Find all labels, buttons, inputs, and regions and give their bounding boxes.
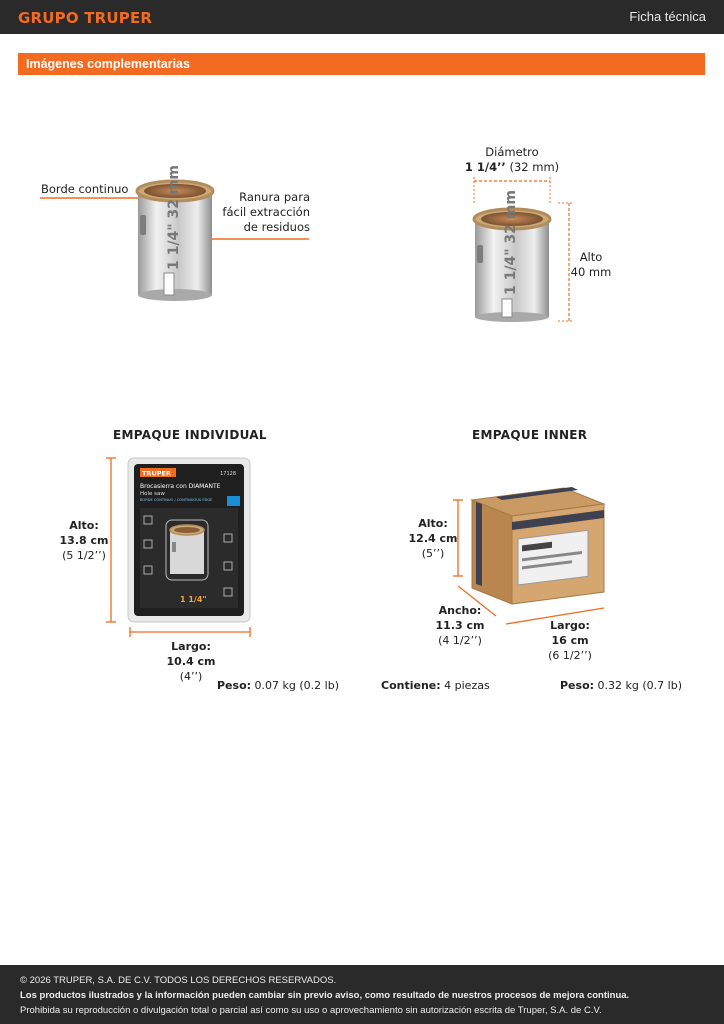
footer-notice: Los productos ilustrados y la información pueden cambiar sin previo aviso, como resultado de nuestros procesos de mejora continua. (20, 990, 630, 1001)
inner-alto-label: Alto: (418, 517, 448, 530)
individual-largo (160, 639, 222, 684)
inner-largo-label: Largo: (550, 619, 590, 632)
inner-contents (381, 678, 490, 693)
inner-ancho-label: Ancho: (438, 604, 482, 617)
footer-copyright: © 2026 TRUPER, S.A. DE C.V. TODOS LOS DERECHOS RESERVADOS. (20, 975, 337, 986)
individual-package-title: EMPAQUE INDIVIDUAL (113, 428, 267, 442)
height-title: Alto (579, 250, 603, 264)
inner-weight (560, 678, 682, 693)
section-title: Imágenes complementarias (26, 57, 190, 71)
footer (0, 965, 724, 1024)
inner-ancho (434, 603, 486, 648)
individual-package-image (104, 456, 256, 638)
card-size: 1 1/4" (180, 595, 207, 604)
diameter-label (462, 145, 562, 175)
inner-weight-label: Peso: (560, 679, 595, 692)
engraving-text-2: 1 1/4" 32 mm (503, 190, 519, 295)
inner-largo-in: (6 1/2’’) (548, 649, 592, 662)
inner-alto-in: (5’’) (421, 547, 445, 560)
individual-largo-label: Largo: (171, 640, 211, 653)
callout-continuous-edge: Borde continuo (41, 182, 129, 196)
inner-weight-value: 0.32 kg (0.7 lb) (597, 679, 682, 692)
inner-largo-cm: 16 cm (551, 634, 589, 647)
individual-largo-in: (4’’) (179, 670, 203, 683)
callout-slot (200, 190, 310, 235)
inner-package-title: EMPAQUE INNER (472, 428, 588, 442)
footer-rights: Prohibida su reproducción o divulgación total o parcial así como su uso o aprovechamiento sin autorización escrita de Truper, S.A. de C.V. (20, 1005, 602, 1016)
individual-weight-value: 0.07 kg (0.2 lb) (254, 679, 339, 692)
individual-weight (217, 678, 339, 693)
document-type: Ficha técnica (629, 9, 706, 24)
inner-alto-cm: 12.4 cm (408, 532, 458, 545)
inner-contents-value: 4 piezas (444, 679, 490, 692)
card-name-en: Hole saw (140, 491, 165, 497)
callout-slot-line2: fácil extracción (222, 205, 310, 219)
individual-weight-label: Peso: (217, 679, 252, 692)
inner-ancho-in: (4 1/2’’) (438, 634, 482, 647)
card-name: Brocasierra con DIAMANTE (140, 483, 221, 490)
individual-largo-cm: 10.4 cm (166, 655, 216, 668)
section-title-bar (18, 53, 705, 75)
height-value: 40 mm (570, 265, 612, 279)
top-header-bar (0, 0, 724, 34)
individual-alto-cm: 13.8 cm (59, 534, 109, 547)
individual-alto-in: (5 1/2’’) (62, 549, 106, 562)
engraving-text: 1 1/4" 32 mm (166, 165, 182, 270)
brand-logo: GRUPO TRUPER (18, 9, 153, 27)
callout-slot-line3: de residuos (243, 220, 310, 234)
product-dimension-image (466, 175, 581, 325)
diameter-metric: (32 mm) (509, 160, 560, 174)
card-edge: BORDE CONTINUO / CONTINUOUS EDGE (140, 498, 213, 502)
diameter-title: Diámetro (485, 145, 539, 159)
inner-largo (544, 618, 596, 663)
card-brand: TRUPER (142, 469, 171, 478)
individual-alto (52, 518, 116, 563)
inner-contents-label: Contiene: (381, 679, 441, 692)
individual-alto-label: Alto: (69, 519, 99, 532)
height-label (568, 250, 614, 280)
inner-alto (407, 516, 459, 561)
card-code: 17128 (220, 471, 236, 477)
inner-ancho-cm: 11.3 cm (435, 619, 485, 632)
callout-slot-line1: Ranura para (239, 190, 310, 204)
diameter-value: 1 1/4’’ (464, 160, 506, 174)
